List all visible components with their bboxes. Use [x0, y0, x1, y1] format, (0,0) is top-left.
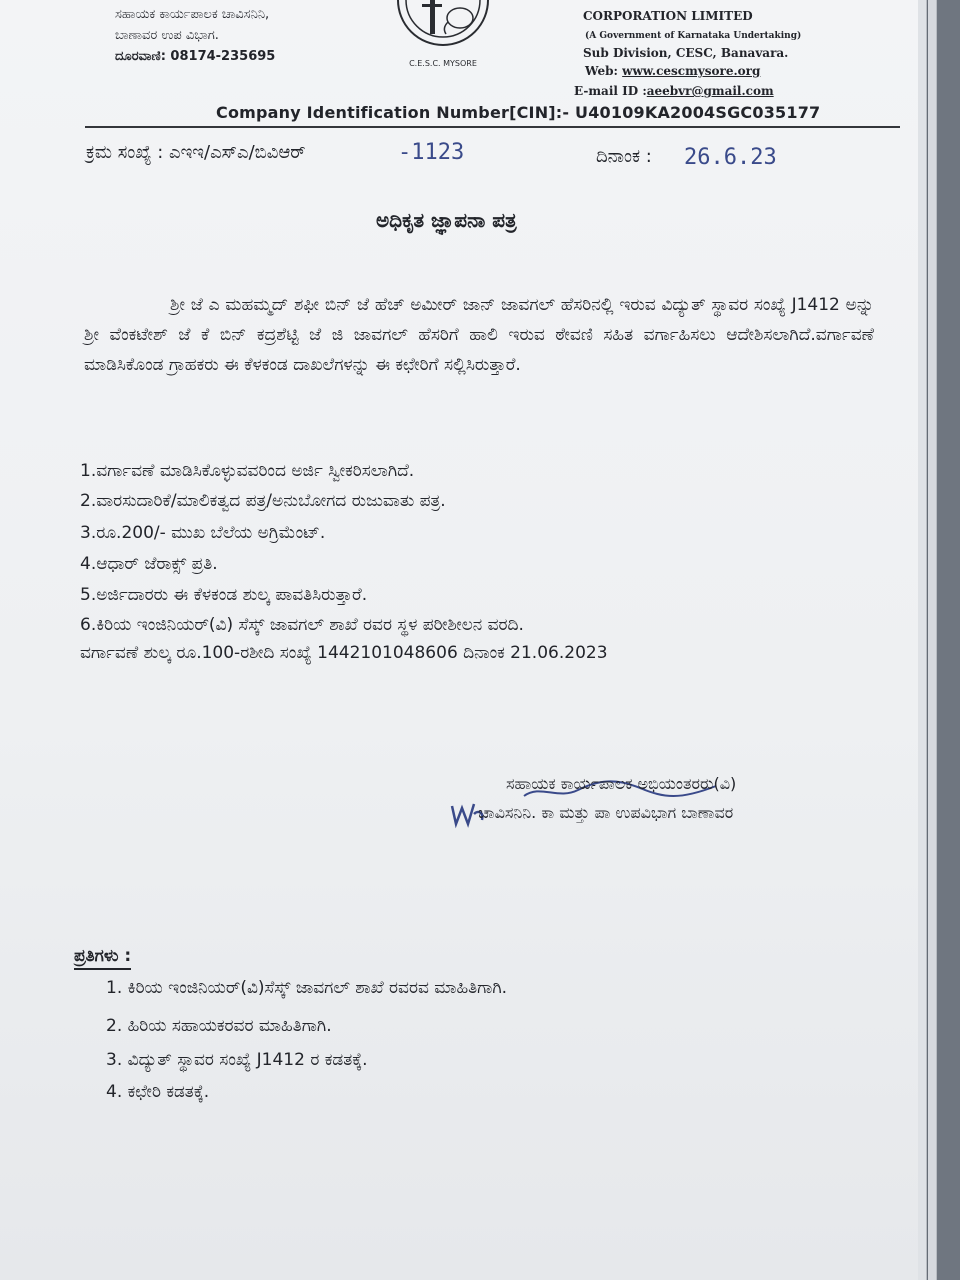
- list-item: 2.ವಾರಸುದಾರಿಕೆ/ಮಾಲಿಕತ್ವದ ಪತ್ರ/ಅನುಬೋಗದ ರುಜುವಾತು ಪತ್ರ.: [80, 491, 446, 511]
- company-cin: Company Identification Number[CIN]:- U40109KA2004SGC035177: [216, 103, 821, 122]
- cesc-logo: [388, 0, 498, 74]
- corporation-name: CORPORATION LIMITED: [583, 9, 753, 23]
- office-phone: ದೂರವಾಣಿ: 08174-235695: [115, 49, 276, 64]
- copy-item: 2. ಹಿರಿಯ ಸಹಾಯಕರವರ ಮಾಹಿತಿಗಾಗಿ.: [106, 1016, 332, 1036]
- paper-edge: [918, 0, 927, 1280]
- website-link[interactable]: www.cescmysore.org: [622, 64, 761, 78]
- corporation-subtitle: (A Government of Karnataka Undertaking): [585, 31, 802, 41]
- body-paragraph: ಶ್ರೀ ಜೆ ಎ ಮಹಮ್ಮದ್ ಶಫೀ ಬಿನ್ ಜೆ ಹೆಚ್ ಅಮೀರ್ ಜಾನ್ ಜಾವಗಲ್ ಹೆಸರಿನಲ್ಲಿ ಇರುವ ವಿದ್ಯುತ್ ಸ್ಥಾವರ ಸಂಖ್ಯೆ J1412 ಅನ್ನು ಶ್ರೀ ವೆಂಕಟೇಶ್ ಜೆ ಕೆ ಬಿನ್ ಕದ್ರಶೆಟ್ಟಿ ಜೆ ಜಿ ಜಾವಗಲ್ ಹೆಸರಿಗೆ ಹಾಲಿ ಇರುವ ಠೇವಣಿ ಸಹಿತ ವರ್ಗಾಹಿಸಲು ಆದೇಶಿಸಲಾಗಿದೆ.ವರ್ಗಾವಣೆ ಮಾಡಿಸಿಕೊಂಡ ಗ್ರಾಹಕರು ಈ ಕೆಳಕಂಡ ದಾಖಲೆಗಳನ್ನು ಈ ಕಛೇರಿಗೆ ಸಲ್ಲಿಸಿರುತ್ತಾರೆ.: [84, 295, 874, 375]
- web-label: Web:: [585, 64, 618, 78]
- email-link[interactable]: aeebvr@gmail.com: [646, 84, 774, 98]
- office-division: ಬಾಣಾವರ ಉಪ ವಿಭಾಗ.: [115, 28, 219, 43]
- copies-heading: ಪ್ರತಿಗಳು :: [74, 946, 131, 970]
- email-label: E-mail ID :: [574, 84, 647, 98]
- date-value: 26.6.23: [684, 145, 777, 170]
- copy-item: 1. ಕಿರಿಯ ಇಂಜಿನಿಯರ್(ವಿ)ಸೆಸ್ಕ್ ಜಾವಗಲ್ ಶಾಖೆ ರವರವ ಮಾಹಿತಿಗಾಗಿ.: [106, 978, 508, 998]
- document-title: ಅಧಿಕೃತ ಜ್ಞಾಪನಾ ಪತ್ರ: [376, 208, 517, 232]
- transfer-fee-line: ವರ್ಗಾವಣೆ ಶುಲ್ಕ ರೂ.100-ರಶೀದಿ ಸಂಖ್ಯೆ 1442101048606 ದಿನಾಂಕ 21.06.2023: [80, 643, 608, 663]
- date-label: ದಿನಾಂಕ :: [596, 146, 652, 167]
- paper-edge: [928, 0, 937, 1280]
- header-divider: [85, 126, 900, 128]
- email-line: [574, 84, 774, 98]
- website-line: [585, 64, 760, 78]
- list-item: 4.ಆಧಾರ್ ಜೆರಾಕ್ಸ್ ಪ್ರತಿ.: [80, 554, 218, 574]
- office-name: ಸಹಾಯಕ ಕಾರ್ಯಪಾಲಕ ಚಾವಿಸನಿನಿ,: [115, 7, 270, 22]
- reference-number: -1123: [398, 140, 465, 165]
- copy-item: 4. ಕಛೇರಿ ಕಡತಕ್ಕೆ.: [106, 1082, 210, 1102]
- list-item: 6.ಕಿರಿಯ ಇಂಜಿನಿಯರ್(ವಿ) ಸೆಸ್ಕ್ ಜಾವಗಲ್ ಶಾಖೆ ರವರ ಸ್ಥಳ ಪರೀಶೀಲನ ವರದಿ.: [80, 615, 524, 635]
- signatory-title: ಸಹಾಯಕ ಕಾರ್ಯಪಾಲಕ ಅಭಿಯಂತರರು(ವಿ): [506, 774, 737, 793]
- list-item: 3.ರೂ.200/- ಮುಖ ಬೆಲೆಯ ಅಗ್ರಿಮೆಂಟ್.: [80, 523, 326, 543]
- logo-text: C.E.S.C. MYSORE: [409, 59, 477, 68]
- copy-item: 3. ವಿದ್ಯುತ್ ಸ್ಥಾವರ ಸಂಖ್ಯೆ J1412 ರ ಕಡತಕ್ಕೆ.: [106, 1050, 368, 1070]
- signatory-office: ಚಾವಿಸನಿನಿ. ಕಾ ಮತ್ತು ಪಾ ಉಪವಿಭಾಗ ಬಾಣಾವರ: [478, 803, 734, 822]
- reference-label: ಕ್ರಮ ಸಂಖ್ಯೆ : ಎಇಇ/ಎಸ್ಎ/ಬಿವಿಆರ್: [86, 142, 306, 163]
- list-item: 1.ವರ್ಗಾವಣೆ ಮಾಡಿಸಿಕೊಳ್ಳುವವರಿಂದ ಅರ್ಜಿ ಸ್ವೀಕರಿಸಲಾಗಿದೆ.: [80, 461, 415, 481]
- sub-division: Sub Division, CESC, Banavara.: [583, 46, 789, 60]
- list-item: 5.ಅರ್ಜಿದಾರರು ಈ ಕೆಳಕಂಡ ಶುಲ್ಕ ಪಾವತಿಸಿರುತ್ತಾರೆ.: [80, 585, 368, 605]
